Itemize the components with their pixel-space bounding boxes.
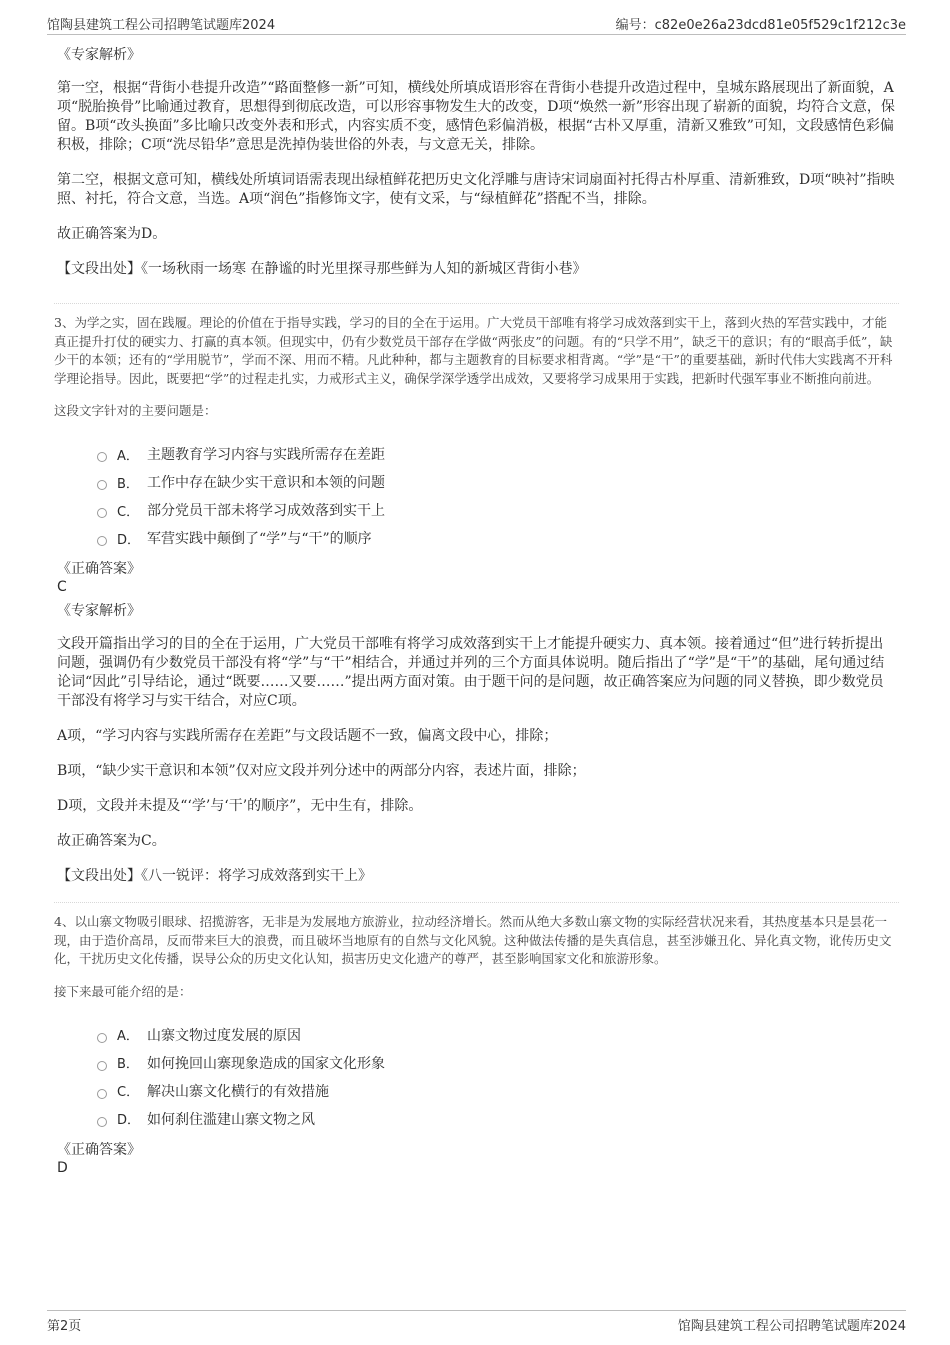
radio-icon[interactable]	[97, 1117, 107, 1127]
q4-text: 4、以山寨文物吸引眼球、招揽游客，无非是为发展地方旅游业，拉动经济增长。然而从绝大多数山寨文物的实际经营状况来看，其热度基本只是昙花一现，由于造价高昂，反而带来巨大的浪费，而且破坏当地原有的自然与文化风貌。这种做法传播的是失真信息，甚至涉嫌丑化、异化真文物，讹传历史文化，干扰历史文化传播，误导公众的历史文化认知，损害历史文化遗产的尊严，甚至影响国家文化和旅游形象。	[54, 914, 892, 966]
question-4	[54, 913, 895, 1177]
q3-answer: C	[57, 579, 67, 595]
option-text: 如何挽回山寨现象造成的国家文化形象	[147, 1055, 385, 1072]
q4-option-a[interactable]	[97, 1021, 895, 1049]
q3-conclusion: 故正确答案为C。	[57, 833, 166, 849]
question-3	[54, 314, 895, 886]
radio-icon[interactable]	[97, 1061, 107, 1071]
option-text: 工作中存在缺少实干意识和本领的问题	[147, 475, 385, 491]
q2-analysis-label: 《专家解析》	[57, 47, 141, 63]
page-content	[54, 44, 895, 1183]
option-text: 部分党员干部未将学习成效落到实干上	[147, 503, 385, 519]
q4-option-c[interactable]	[97, 1077, 895, 1105]
divider	[54, 902, 899, 903]
q3-options	[97, 440, 895, 552]
option-letter: A．	[117, 1029, 139, 1044]
header-title: 馆陶县建筑工程公司招聘笔试题库2024	[47, 18, 276, 33]
page-header	[47, 12, 906, 35]
q2-analysis	[57, 46, 895, 279]
page-footer	[47, 1310, 906, 1335]
option-text: 山寨文物过度发展的原因	[147, 1027, 301, 1044]
q3-analysis-para-1: 文段开篇指出学习的目的全在于运用，广大党员干部唯有将学习成效落到实干上才能提升硬实力、真本领。接着通过“但”进行转折提出问题，强调仍有少数党员干部没有将“学”与“干”相结合，并通过并列的三个方面具体说明。随后指出了“学”是“干”的基础，尾句通过结论词“因此”引导结论，通过“既要……又要……”提出两方面对策。由于题干问的是问题，故正确答案应为问题的同义替换，即少数党员干部没有将学习与实干结合，对应C项。	[57, 636, 885, 709]
q3-option-a[interactable]	[97, 440, 895, 468]
option-letter: C．	[117, 504, 140, 520]
radio-icon[interactable]	[97, 480, 107, 490]
divider	[54, 303, 899, 304]
radio-icon[interactable]	[97, 508, 107, 518]
option-text: 解决山寨文化横行的有效措施	[147, 1083, 329, 1100]
option-letter: C．	[117, 1085, 140, 1100]
option-letter: B．	[117, 476, 139, 492]
option-letter: A．	[117, 448, 139, 464]
q3-analysis-para-4: D项，文段并未提及“‘学’与‘干’的顺序”，无中生有，排除。	[57, 798, 423, 814]
page-number: 第2页	[47, 1319, 82, 1334]
q4-options	[97, 1021, 895, 1133]
q3-prompt: 这段文字针对的主要问题是：	[54, 403, 217, 418]
q4-prompt: 接下来最可能介绍的是：	[54, 983, 192, 999]
q2-analysis-para-2: 第二空，根据文意可知，横线处所填词语需表现出绿植鲜花把历史文化浮雕与唐诗宋词扇面衬托得古朴厚重、清新雅致，D项“映衬”指映照、衬托，符合文意，当选。A项“润色”指修饰文字，使有文采，与“绿植鲜花”搭配不当，排除。	[57, 172, 895, 207]
q4-answer-label: 《正确答案》	[57, 1141, 141, 1158]
q3-option-c[interactable]	[97, 496, 895, 524]
q3-text: 3、为学之实，固在践履。理论的价值在于指导实践，学习的目的全在于运用。广大党员干部唯有将学习成效落到实干上，落到火热的军营实践中，才能真正提升打仗的硬实力、打赢的真本领。但现实中，仍有少数党员干部存在学做“两张皮”的问题。有的“只学不用”，缺乏干的意识；有的“眼高手低”，缺少干的本领；还有的“学用脱节”，学而不深、用而不精。凡此种种，都与主题教育的目标要求相背离。“学”是“干”的重要基础，新时代伟大实践离不开科学理论指导。因此，既要把“学”的过程走扎实，力戒形式主义，确保学深学透学出成效，又要将学习成果用于实践，把新时代强军事业不断推向前进。	[54, 315, 893, 386]
q3-analysis-label: 《专家解析》	[57, 603, 141, 619]
option-letter: D．	[117, 1113, 141, 1128]
q2-analysis-para-1: 第一空，根据“背街小巷提升改造”“路面整修一新”可知，横线处所填成语形容在背街小巷提升改造过程中，皇城东路展现出了新面貌，A项“脱胎换骨”比喻通过教育，思想得到彻底改造，可以形容事物发生大的改变，D项“焕然一新”形容出现了崭新的面貌，均符合文意，保留。B项“改头换面”多比喻只改变外表和形式，内容实质不变，感情色彩偏消极，根据“古朴又厚重，清新又雅致”可知，文段感情色彩偏积极，排除；C项“洗尽铅华”意思是洗掉伪装世俗的外表，与文意无关，排除。	[57, 80, 895, 153]
option-text: 如何刹住滥建山寨文物之风	[147, 1111, 315, 1128]
option-letter: B．	[117, 1057, 139, 1072]
q4-option-d[interactable]	[97, 1105, 895, 1133]
option-text: 军营实践中颠倒了“学”与“干”的顺序	[147, 531, 372, 547]
document-code: 编号：c82e0e26a23dcd81e05f529c1f212c3e	[615, 18, 906, 33]
radio-icon[interactable]	[97, 536, 107, 546]
q3-option-b[interactable]	[97, 468, 895, 496]
q3-source: 【文段出处】《八一锐评：将学习成效落到实干上》	[57, 868, 372, 884]
q3-analysis-para-2: A项，“学习内容与实践所需存在差距”与文段话题不一致，偏离文段中心，排除；	[57, 728, 558, 744]
q3-option-d[interactable]	[97, 524, 895, 552]
q2-source: 【文段出处】《一场秋雨一场寒 在静谧的时光里探寻那些鲜为人知的新城区背街小巷》	[57, 261, 587, 277]
option-text: 主题教育学习内容与实践所需存在差距	[147, 447, 385, 463]
radio-icon[interactable]	[97, 1033, 107, 1043]
radio-icon[interactable]	[97, 452, 107, 462]
q4-option-b[interactable]	[97, 1049, 895, 1077]
q4-answer: D	[57, 1159, 68, 1176]
q2-conclusion: 故正确答案为D。	[57, 226, 167, 242]
q3-analysis-para-3: B项，“缺少实干意识和本领”仅对应文段并列分述中的两部分内容，表述片面，排除；	[57, 763, 586, 779]
q3-answer-label: 《正确答案》	[57, 561, 141, 577]
radio-icon[interactable]	[97, 1089, 107, 1099]
footer-title: 馆陶县建筑工程公司招聘笔试题库2024	[677, 1319, 906, 1334]
option-letter: D．	[117, 532, 141, 548]
